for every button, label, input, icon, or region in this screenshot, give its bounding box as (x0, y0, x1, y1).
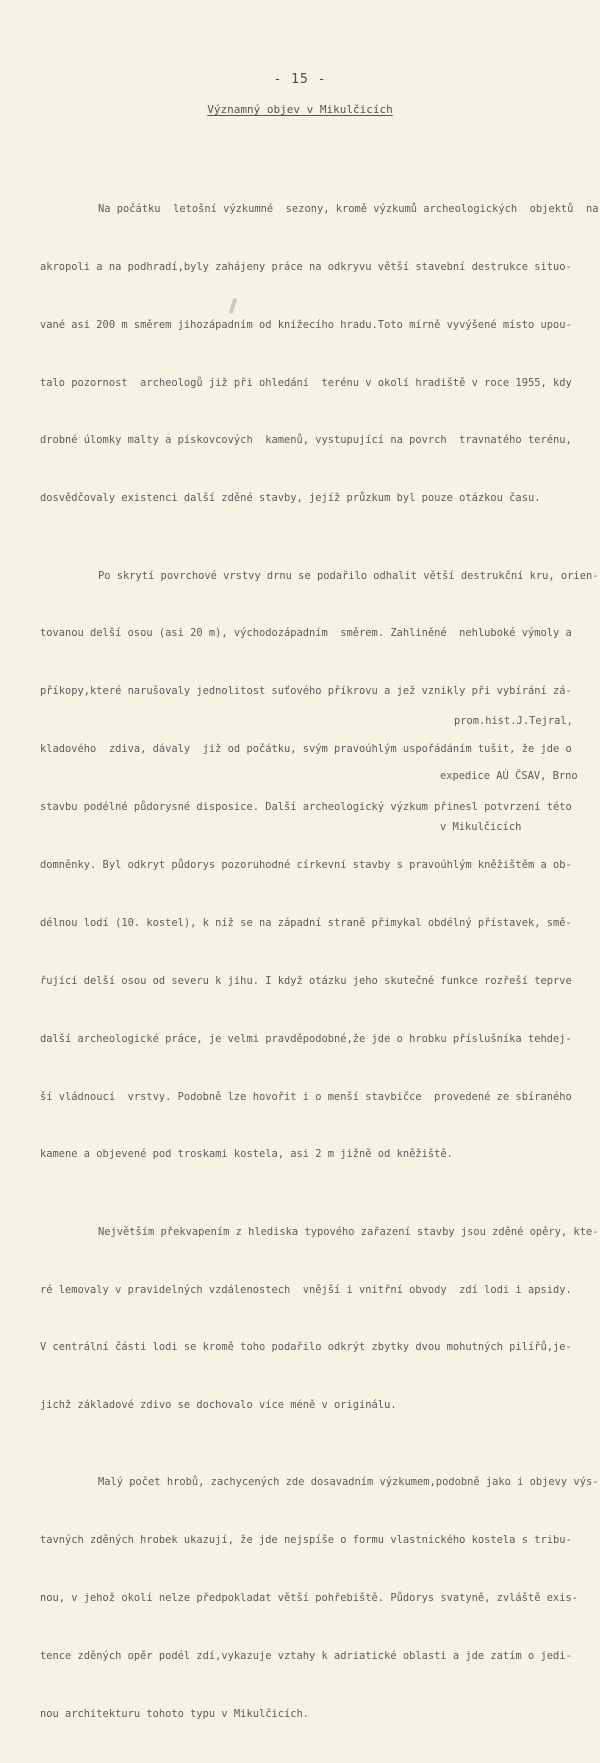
paragraph-3-line-2: ré lemovaly v pravidelných vzdálenostech vnější i vnitřní obvody zdí lodi i apsidy. (40, 1283, 572, 1296)
paragraph-2-line-7: délnou lodí (10. kostel), k níž se na západní straně přimykal obdélný přístavek, smě- (40, 916, 572, 929)
paragraph-2-line-2: tovanou delší osou (asi 20 m), východozápadním směrem. Zahliněné nehluboké výmoly a (40, 627, 572, 640)
paragraph-3-line-1: Největším překvapením z hlediska typového zařazení stavby jsou zděné opěry, kte- (98, 1225, 599, 1238)
document-title (0, 103, 600, 116)
paragraph-1-line-5: drobné úlomky malty a pískovcových kamenů, vystupující na povrch travnatého terénu, (40, 434, 572, 447)
paragraph-1-line-3: vané asi 200 m směrem jihozápadním od knížecího hradu.Toto mírně vyvýšené místo upou- (40, 318, 572, 331)
paragraph-4-line-5: nou architekturu tohoto typu v Mikulčicích. (40, 1708, 309, 1721)
paragraph-2-line-6: domněnky. Byl odkryt půdorys pozoruhodné církevní stavby s pravoúhlým kněžištěm a ob- (40, 858, 572, 871)
signature-name: prom.hist.J.Tejral, (454, 715, 573, 727)
document-body (40, 142, 599, 1763)
paragraph-4-line-1: Malý počet hrobů, zachycených zde dosavadním výzkumem,podobně jako i objevy výs- (98, 1476, 599, 1489)
paragraph-1-line-1: Na počátku letošní výzkumné sezony, kromě výzkumů archeologických objektů na (98, 202, 599, 215)
signature-location: v Mikulčicích (440, 821, 522, 833)
signature-affiliation: expedice AÚ ČSAV, Brno (440, 770, 578, 782)
paragraph-4-line-2: tavných zděných hrobek ukazují, že jde nejspíše o formu vlastnického kostela s tribu- (40, 1534, 572, 1547)
page-number: - 15 - (273, 72, 327, 87)
paragraph-2-line-9: další archeologické práce, je velmi pravděpodobné,že jde o hrobku příslušníka tehdej- (40, 1032, 572, 1045)
paragraph-2-line-1: Po skrytí povrchové vrstvy drnu se podařilo odhalit větší destrukční kru, orien- (98, 569, 599, 582)
paragraph-1-line-2: akropoli a na podhradí,byly zahájeny práce na odkryvu větší stavební destrukce situo- (40, 260, 572, 273)
document-title-text: Významný objev v Mikulčicích (207, 103, 393, 116)
paragraph-2-line-3: příkopy,které narušovaly jednolitost suťového příkrovu a jež vznikly při vybírání zá- (40, 685, 572, 698)
paragraph-2-line-4: kladového zdiva, dávaly již od počátku, svým pravoúhlým uspořádáním tušit, že jde o (40, 743, 572, 756)
paragraph-2-line-11: kamene a objevené pod troskami kostela, asi 2 m jižně od kněžiště. (40, 1148, 453, 1161)
paragraph-1-line-4: talo pozornost archeologů již při ohledání terénu v okolí hradiště v roce 1955, kdy (40, 376, 572, 389)
paragraph-2-line-10: ší vládnoucí vrstvy. Podobně lze hovořit i o menší stavbičce provedené ze sbíraného (40, 1090, 572, 1103)
paragraph-1-line-6: dosvědčovaly existenci další zděné stavby, jejíž průzkum byl pouze otázkou času. (40, 492, 541, 505)
paragraph-2-line-5: stavbu podélné půdorysné disposice. Další archeologický výzkum přinesl potvrzení této (40, 801, 572, 814)
signature-block (440, 679, 578, 870)
paragraph-3-line-3: V centrální části lodi se kromě toho podařilo odkrýt zbytky dvou mohutných pilířů,je- (40, 1341, 572, 1354)
paragraph-4-line-4: tence zděných opěr podél zdí,vykazuje vztahy k adriatické oblasti a jde zatím o jedi- (40, 1650, 572, 1663)
paragraph-3-line-4: jichž základové zdivo se dochovalo více méně v originálu. (40, 1399, 397, 1412)
paragraph-2-line-8: řující delší osou od severu k jihu. I když otázku jeho skutečné funkce rozřeší teprve (40, 974, 572, 987)
paragraph-4-line-3: nou, v jehož okolí nelze předpokladat větší pohřebiště. Půdorys svatyně, zvláště exis- (40, 1592, 578, 1605)
